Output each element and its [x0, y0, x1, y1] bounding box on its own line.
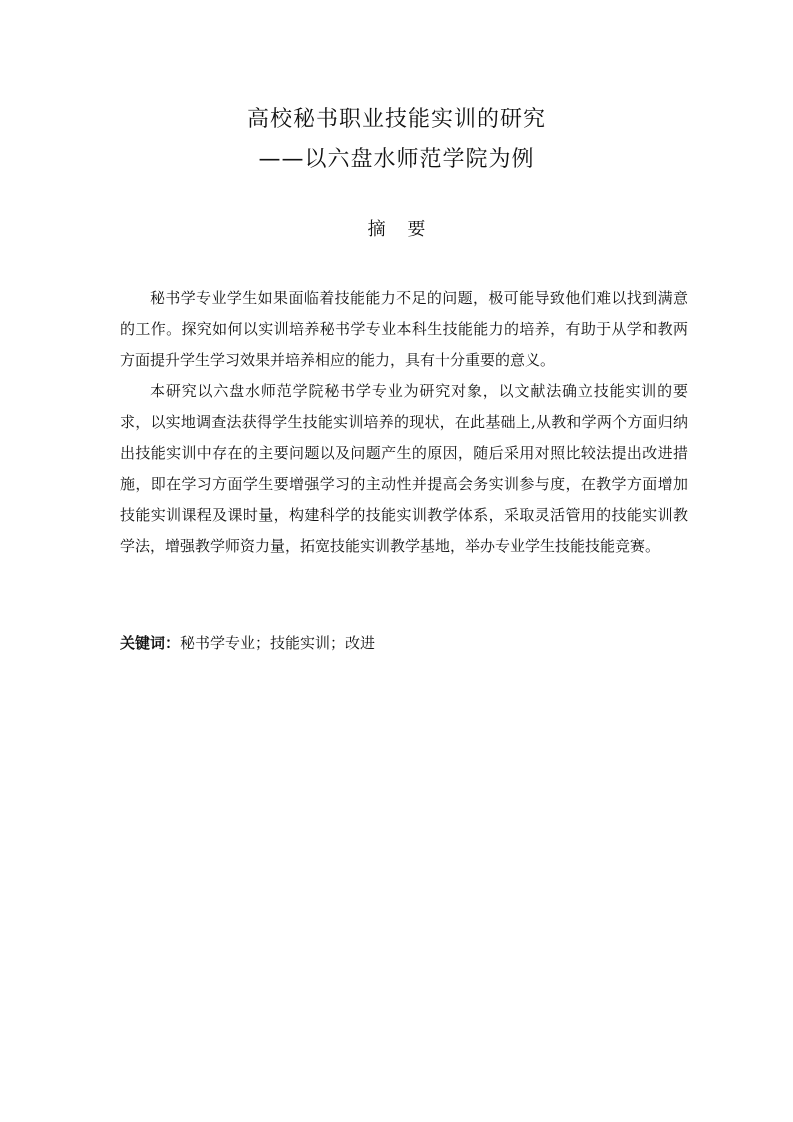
abstract-heading: 摘 要: [367, 219, 434, 240]
abstract-paragraph-1: 秘书学专业学生如果面临着技能能力不足的问题，极可能导致他们难以找到满意的工作。探究如何以实训培养秘书学专业本科生技能能力的培养，有助于从学和教两方面提升学生学习效果并培养相应的能力，具有十分重要的意义。: [120, 289, 688, 369]
keywords-line: [120, 628, 688, 659]
document-title: 高校秘书职业技能实训的研究: [246, 107, 546, 132]
abstract-paragraph-2: 本研究以六盘水师范学院秘书学专业为研究对象，以文献法确立技能实训的要求，以实地调查法获得学生技能实训培养的现状，在此基础上,从教和学两个方面归纳出技能实训中存在的主要问题以及问题产生的原因，随后采用对照比较法提出改进措施，即在学习方面学生要增强学习的主动性并提高会务实训参与度，在教学方面增加技能实训课程及课时量，构建科学的技能实训教学体系，采取灵活管用的技能实训教学法，增强教学师资力量，拓宽技能实训教学基地，举办专业学生技能技能竞赛。: [120, 382, 688, 555]
keywords-value: 秘书学专业；技能实训；改进: [180, 634, 376, 652]
document-subtitle: ——以六盘水师范学院为例: [258, 147, 535, 172]
title-block: [0, 100, 793, 180]
keywords-label: 关键词：: [120, 634, 181, 652]
abstract-body: [120, 283, 688, 562]
